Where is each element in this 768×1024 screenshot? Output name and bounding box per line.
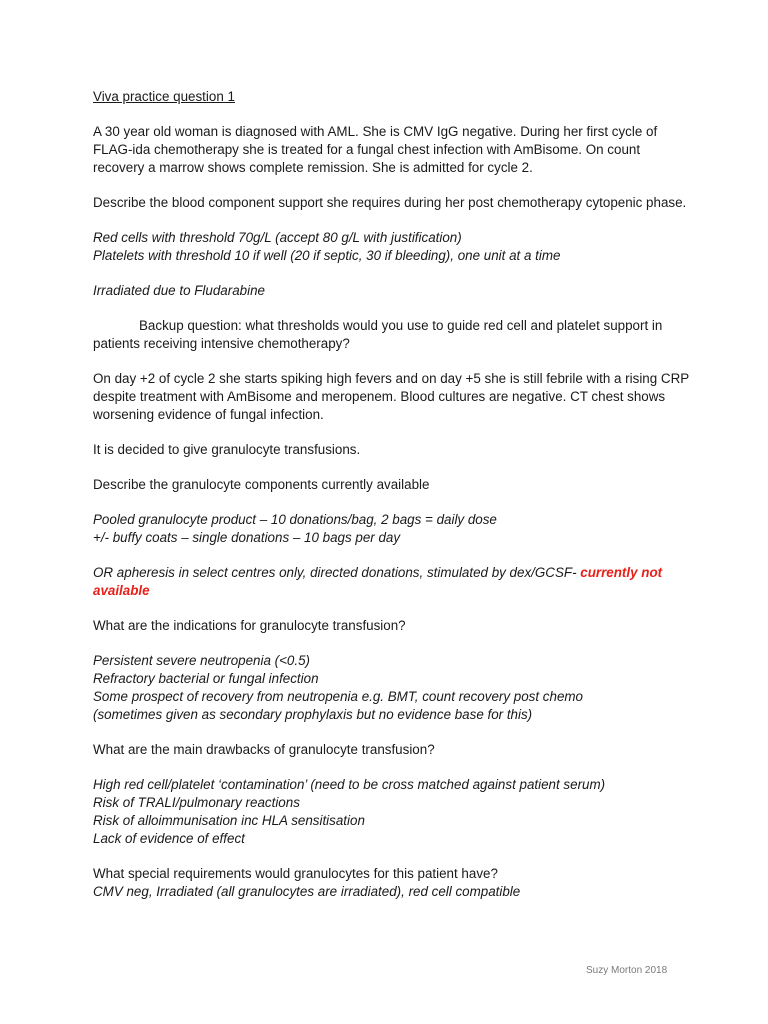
answer-apheresis [93,564,693,600]
drawback-item: Risk of TRALI/pulmonary reactions [93,795,300,810]
answer-buffy-coats: +/- buffy coats – single donations – 10 bags per day [93,530,401,545]
backup-question: Backup question: what thresholds would you use to guide red cell and platelet support in patients receiving intensive chemotherapy? [93,318,663,351]
question-indications: What are the indications for granulocyte transfusion? [93,618,406,633]
answer-apheresis-text: OR apheresis in select centres only, directed donations, stimulated by dex/GCSF- [93,565,581,580]
question-granulocyte-components: Describe the granulocyte components currently available [93,477,430,492]
question-title: Viva practice question 1 [93,89,235,104]
question-drawbacks: What are the main drawbacks of granulocyte transfusion? [93,742,435,757]
answer-special-requirements: CMV neg, Irradiated (all granulocytes are irradiated), red cell compatible [93,884,521,899]
drawback-item: Lack of evidence of effect [93,831,245,846]
answer-granulocyte-components [93,511,693,547]
answer-drawbacks [93,776,693,848]
question-blood-support: Describe the blood component support she requires during her post chemotherapy cytopenic phase. [93,195,687,210]
indication-item: (sometimes given as secondary prophylaxis but no evidence base for this) [93,707,533,722]
answer-indications [93,652,693,724]
drawback-item: Risk of alloimmunisation inc HLA sensitisation [93,813,365,828]
answer-pooled-product: Pooled granulocyte product – 10 donations/bag, 2 bags = daily dose [93,512,497,527]
author-footer: Suzy Morton 2018 [586,965,668,976]
indication-item: Some prospect of recovery from neutropenia e.g. BMT, count recovery post chemo [93,689,583,704]
drawback-item: High red cell/platelet ‘contamination’ (need to be cross matched against patient serum) [93,777,606,792]
answer-blood-support [93,229,693,265]
indication-item: Persistent severe neutropenia (<0.5) [93,653,310,668]
document-body [93,88,693,918]
answer-availability-warning: currently not available [93,565,663,598]
decision-paragraph: It is decided to give granulocyte transfusions. [93,442,361,457]
answer-red-cells: Red cells with threshold 70g/L (accept 80 g/L with justification) [93,230,462,245]
answer-platelets: Platelets with threshold 10 if well (20 if septic, 30 if bleeding), one unit at a time [93,248,561,263]
answer-irradiated: Irradiated due to Fludarabine [93,283,265,298]
indication-item: Refractory bacterial or fungal infection [93,671,319,686]
scenario-fever-paragraph: On day +2 of cycle 2 she starts spiking high fevers and on day +5 she is still febrile with a rising CRP despite treatment with AmBisome and meropenem. Blood cultures are negative. CT chest shows worsening evidence of fungal infection. [93,371,689,422]
question-special-requirements: What special requirements would granulocytes for this patient have? [93,866,498,881]
scenario-paragraph: A 30 year old woman is diagnosed with AML. She is CMV IgG negative. During her first cycle of FLAG-ida chemotherapy she is treated for a fungal chest infection with AmBisome. On count recovery a marrow shows complete remission. She is admitted for cycle 2. [93,124,658,175]
